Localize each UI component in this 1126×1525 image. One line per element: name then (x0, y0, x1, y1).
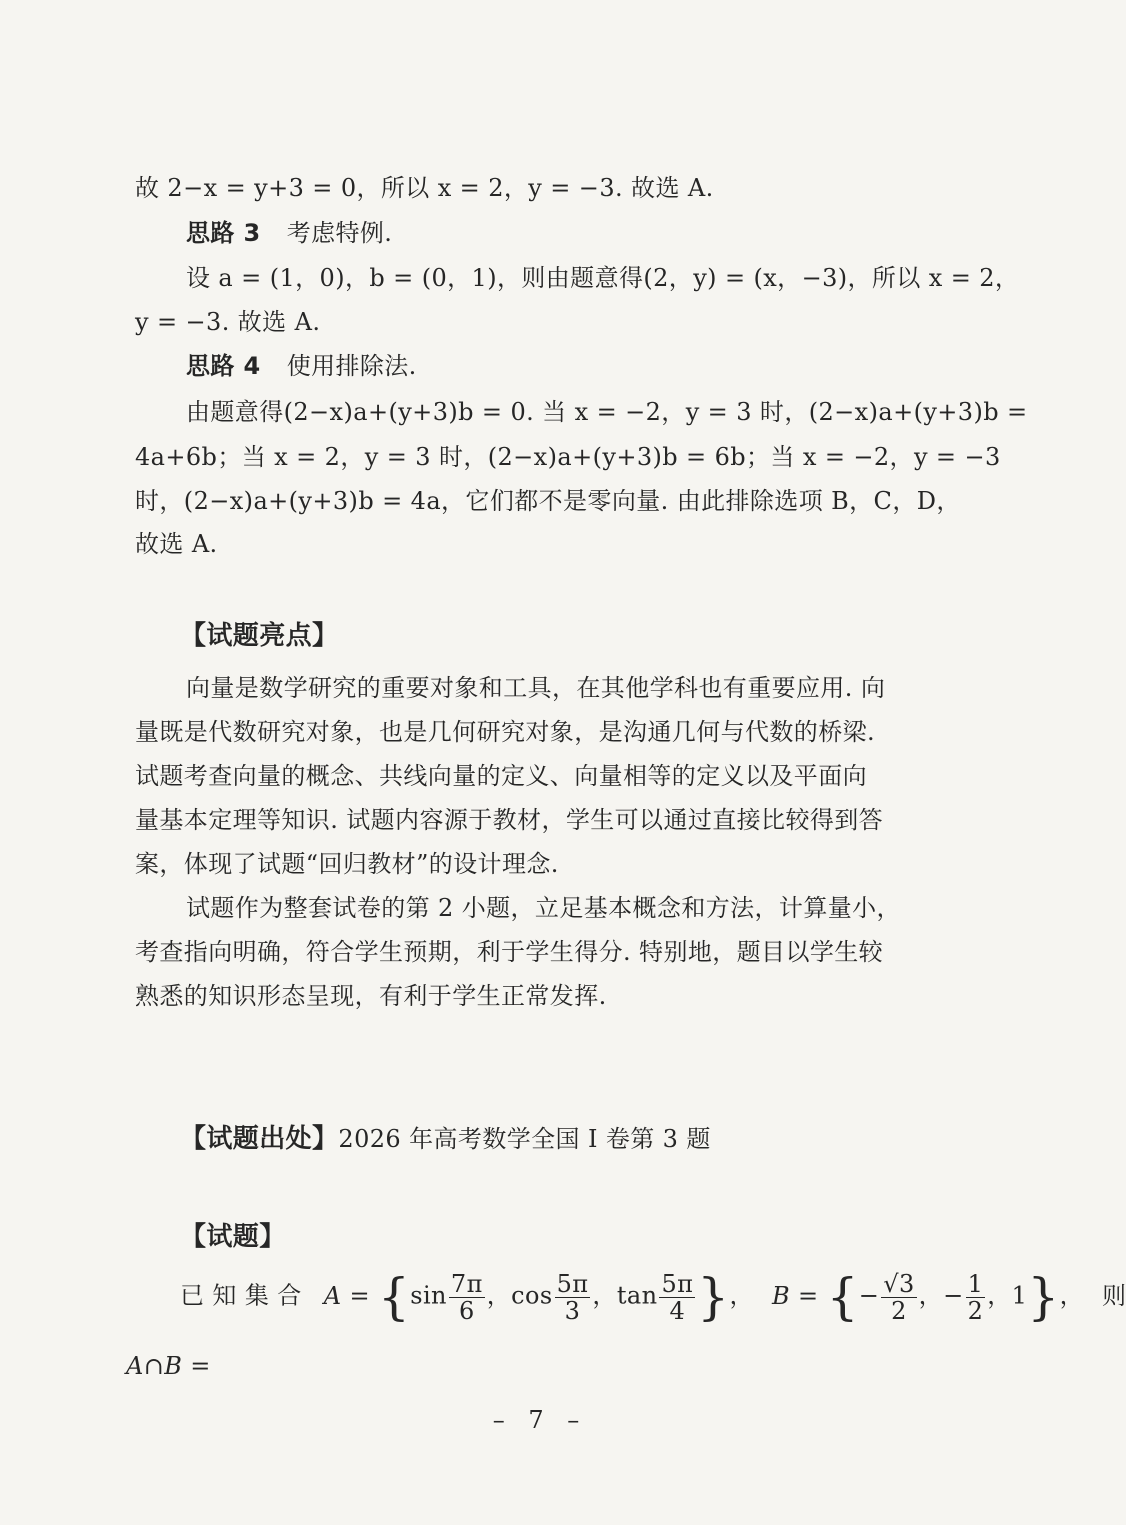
text-line: 故选 A. (135, 530, 218, 558)
text-line: 时，(2−x)a+(y+3)b = 4a，它们都不是零向量. 由此排除选项 B，C，D， (135, 487, 961, 515)
approach-3 (186, 213, 392, 248)
set-a-label: A = (323, 1281, 370, 1310)
set-b-label: B = (771, 1281, 819, 1310)
text-line: 量既是代数研究对象，也是几何研究对象，是沟通几何与代数的桥梁. (135, 718, 876, 746)
fraction: $\frac{7\pi}{6}$ (450, 1269, 483, 1325)
intersection-expression (126, 1352, 211, 1380)
approach-4-text: 使用排除法. (286, 352, 417, 380)
source-line (180, 1118, 711, 1155)
tan-fn: tan (616, 1281, 658, 1310)
text-line: 向量是数学研究的重要对象和工具，在其他学科也有重要应用. 向 (186, 674, 886, 702)
question-heading: 【试题】 (180, 1222, 286, 1252)
intersection-text: A∩B = (126, 1352, 211, 1380)
fraction: $\frac{1}{2}$ (967, 1269, 984, 1325)
set-b-element: 1 (1011, 1281, 1028, 1310)
text-line: 由题意得(2−x)a+(y+3)b = 0. 当 x = −2，y = 3 时，(2−x)a+(y+3)b = (186, 398, 1028, 426)
text-line: 熟悉的知识形态呈现，有利于学生正常发挥. (135, 982, 607, 1010)
brace-close: } (697, 1268, 730, 1326)
cos-fn: cos (511, 1281, 553, 1310)
fraction: $\frac{√3}{2}$ (883, 1269, 915, 1325)
text-line: 量基本定理等知识. 试题内容源于教材，学生可以通过直接比较得到答 (135, 806, 884, 834)
text-line: 4a+6b；当 x = 2，y = 3 时，(2−x)a+(y+3)b = 6b；当 x = −2，y = −3 (135, 443, 1001, 471)
text-line: 试题作为整套试卷的第 2 小题，立足基本概念和方法，计算量小， (186, 894, 901, 922)
approach-3-text: 考虑特例. (286, 219, 393, 247)
highlights-heading: 【试题亮点】 (180, 621, 339, 651)
fraction: $\frac{5\pi}{3}$ (556, 1269, 589, 1325)
text-line: 故 2−x = y+3 = 0，所以 x = 2，y = −3. 故选 A. (135, 174, 714, 202)
text-line: 案，体现了试题“回归教材”的设计理念. (135, 850, 559, 878)
question-lead: 已 知 集 合 (180, 1281, 302, 1310)
text-line: 设 a = (1，0)，b = (0，1)，则由题意得(2，y) = (x，−3)，所以 x = 2， (186, 264, 1020, 292)
approach-4 (186, 346, 417, 381)
brace-open: { (826, 1268, 859, 1326)
brace-open: { (378, 1268, 411, 1326)
page-number: – 7 – (492, 1406, 588, 1434)
then-word: 则 (1102, 1281, 1126, 1310)
text-line: y = −3. 故选 A. (135, 308, 321, 336)
text-line: 试题考查向量的概念、共线向量的定义、向量相等的定义以及平面向 (135, 762, 867, 790)
approach-4-label: 思路 4 (186, 352, 261, 380)
brace-close: } (1027, 1268, 1060, 1326)
fraction: $\frac{5\pi}{4}$ (661, 1269, 694, 1325)
question-sets: 已 知 集 合 A = {sin $\frac{7\pi}{6}$ ，cos $\frac{5\pi}{3}$ ，tan $\frac{5\pi}{4}$ }， B = {− $\frac{√3}{2}$ ，− $\frac{1}{2}$ ，1}， 则 (180, 1268, 1126, 1326)
source-text: 2026 年高考数学全国 Ⅰ 卷第 3 题 (338, 1125, 711, 1153)
text-line: 考查指向明确，符合学生预期，利于学生得分. 特别地，题目以学生较 (135, 938, 884, 966)
source-heading: 【试题出处】 (180, 1124, 339, 1154)
approach-3-label: 思路 3 (186, 219, 261, 247)
sin-fn: sin (410, 1281, 447, 1310)
